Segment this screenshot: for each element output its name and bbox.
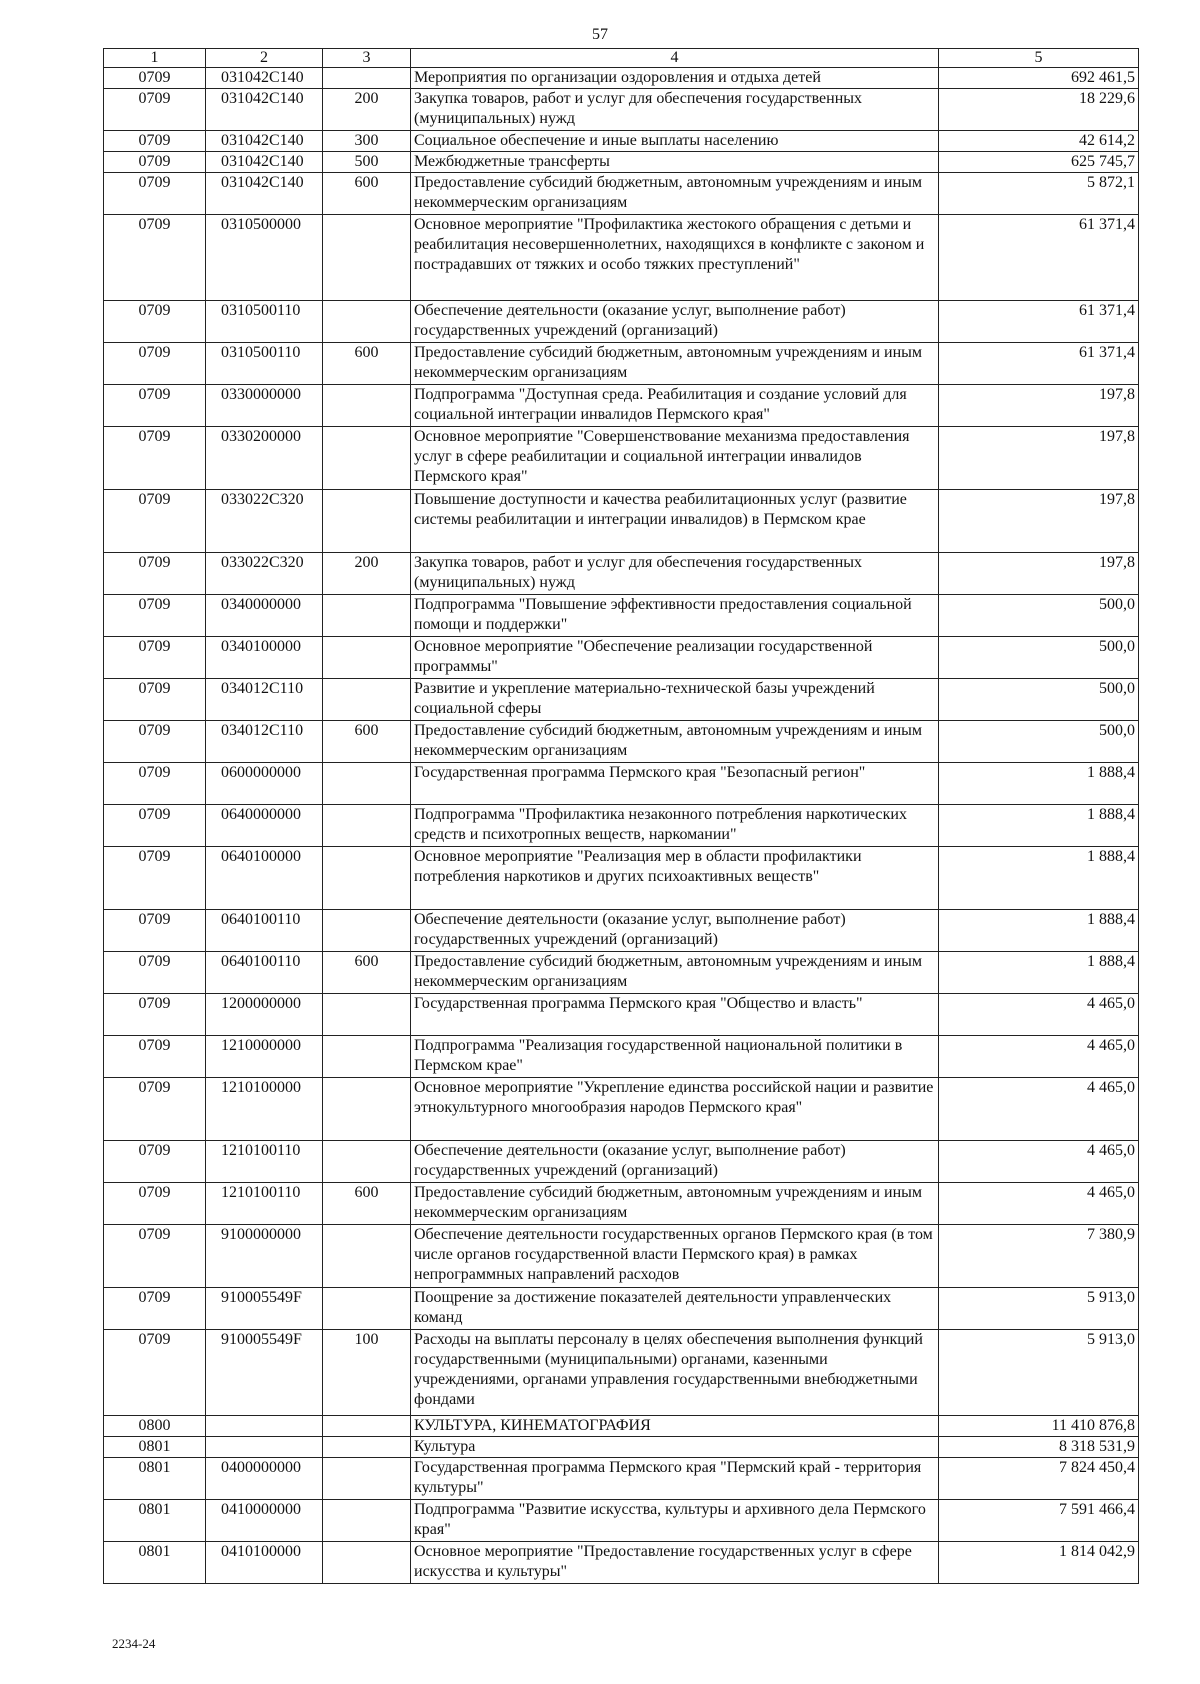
target-article-code: 033022С320 bbox=[206, 490, 323, 553]
section-code: 0709 bbox=[104, 1288, 206, 1330]
table-row bbox=[104, 1500, 1139, 1542]
target-article-code bbox=[206, 1437, 323, 1458]
target-article-code: 0640100110 bbox=[206, 910, 323, 952]
section-code: 0709 bbox=[104, 910, 206, 952]
expense-type-code: 600 bbox=[323, 343, 411, 385]
amount: 4 465,0 bbox=[939, 1183, 1139, 1225]
target-article-code: 0400000000 bbox=[206, 1458, 323, 1500]
section-code: 0801 bbox=[104, 1437, 206, 1458]
expense-type-code bbox=[323, 1225, 411, 1288]
expense-type-code: 600 bbox=[323, 952, 411, 994]
amount: 197,8 bbox=[939, 385, 1139, 427]
item-description: Закупка товаров, работ и услуг для обеспечения государственных (муниципальных) нужд bbox=[411, 553, 939, 595]
header-col-2: 2 bbox=[206, 49, 323, 68]
table-row bbox=[104, 1141, 1139, 1183]
section-code: 0801 bbox=[104, 1458, 206, 1500]
item-description: Предоставление субсидий бюджетным, автономным учреждениям и иным некоммерческим организациям bbox=[411, 952, 939, 994]
target-article-code: 0310500110 bbox=[206, 301, 323, 343]
item-description: Предоставление субсидий бюджетным, автономным учреждениям и иным некоммерческим организациям bbox=[411, 173, 939, 215]
table-row bbox=[104, 301, 1139, 343]
section-code: 0801 bbox=[104, 1500, 206, 1542]
expense-type-code bbox=[323, 490, 411, 553]
expense-type-code bbox=[323, 301, 411, 343]
amount: 500,0 bbox=[939, 637, 1139, 679]
target-article-code: 0340100000 bbox=[206, 637, 323, 679]
item-description: Повышение доступности и качества реабилитационных услуг (развитие системы реабилитации и интеграции инвалидов) в Пермском крае bbox=[411, 490, 939, 553]
item-description: Государственная программа Пермского края "Общество и власть" bbox=[411, 994, 939, 1036]
item-description: Государственная программа Пермского края "Пермский край - территория культуры" bbox=[411, 1458, 939, 1500]
expense-type-code bbox=[323, 1542, 411, 1584]
table-row bbox=[104, 1078, 1139, 1141]
item-description: Основное мероприятие "Укрепление единства российской нации и развитие этнокультурного многообразия народов Пермского края" bbox=[411, 1078, 939, 1141]
section-code: 0801 bbox=[104, 1542, 206, 1584]
target-article-code: 031042С140 bbox=[206, 152, 323, 173]
item-description: Обеспечение деятельности (оказание услуг, выполнение работ) государственных учреждений (организаций) bbox=[411, 910, 939, 952]
amount: 61 371,4 bbox=[939, 215, 1139, 301]
table-row bbox=[104, 490, 1139, 553]
table-row bbox=[104, 215, 1139, 301]
amount: 625 745,7 bbox=[939, 152, 1139, 173]
expense-type-code: 300 bbox=[323, 131, 411, 152]
amount: 7 380,9 bbox=[939, 1225, 1139, 1288]
target-article-code: 9100000000 bbox=[206, 1225, 323, 1288]
section-code: 0709 bbox=[104, 301, 206, 343]
target-article-code: 0330200000 bbox=[206, 427, 323, 490]
header-col-1: 1 bbox=[104, 49, 206, 68]
table-row bbox=[104, 553, 1139, 595]
table-row bbox=[104, 343, 1139, 385]
table-row bbox=[104, 721, 1139, 763]
section-code: 0709 bbox=[104, 215, 206, 301]
target-article-code: 034012С110 bbox=[206, 721, 323, 763]
table-row bbox=[104, 427, 1139, 490]
section-code: 0709 bbox=[104, 847, 206, 910]
item-description: Поощрение за достижение показателей деятельности управленческих команд bbox=[411, 1288, 939, 1330]
section-code: 0800 bbox=[104, 1416, 206, 1437]
amount: 7 824 450,4 bbox=[939, 1458, 1139, 1500]
section-code: 0709 bbox=[104, 595, 206, 637]
expense-type-code bbox=[323, 679, 411, 721]
target-article-code: 031042С140 bbox=[206, 131, 323, 152]
expense-type-code bbox=[323, 215, 411, 301]
item-description: Предоставление субсидий бюджетным, автономным учреждениям и иным некоммерческим организациям bbox=[411, 721, 939, 763]
item-description: Развитие и укрепление материально-технической базы учреждений социальной сферы bbox=[411, 679, 939, 721]
item-description: Основное мероприятие "Реализация мер в области профилактики потребления наркотиков и других психоактивных веществ" bbox=[411, 847, 939, 910]
amount: 1 888,4 bbox=[939, 763, 1139, 805]
target-article-code: 0410100000 bbox=[206, 1542, 323, 1584]
expense-type-code: 100 bbox=[323, 1330, 411, 1416]
item-description: Подпрограмма "Повышение эффективности предоставления социальной помощи и поддержки" bbox=[411, 595, 939, 637]
expense-type-code: 500 bbox=[323, 152, 411, 173]
table-row bbox=[104, 173, 1139, 215]
section-code: 0709 bbox=[104, 952, 206, 994]
item-description: КУЛЬТУРА, КИНЕМАТОГРАФИЯ bbox=[411, 1416, 939, 1437]
section-code: 0709 bbox=[104, 553, 206, 595]
table-row bbox=[104, 1288, 1139, 1330]
table-row bbox=[104, 1036, 1139, 1078]
section-code: 0709 bbox=[104, 343, 206, 385]
expense-type-code bbox=[323, 385, 411, 427]
target-article-code: 0330000000 bbox=[206, 385, 323, 427]
table-row bbox=[104, 637, 1139, 679]
table-row bbox=[104, 131, 1139, 152]
table-row bbox=[104, 994, 1139, 1036]
section-code: 0709 bbox=[104, 763, 206, 805]
amount: 4 465,0 bbox=[939, 1036, 1139, 1078]
amount: 1 888,4 bbox=[939, 805, 1139, 847]
expense-type-code bbox=[323, 1036, 411, 1078]
target-article-code: 0310500000 bbox=[206, 215, 323, 301]
item-description: Социальное обеспечение и иные выплаты населению bbox=[411, 131, 939, 152]
section-code: 0709 bbox=[104, 385, 206, 427]
header-col-5: 5 bbox=[939, 49, 1139, 68]
expense-type-code bbox=[323, 427, 411, 490]
section-code: 0709 bbox=[104, 427, 206, 490]
section-code: 0709 bbox=[104, 994, 206, 1036]
amount: 1 814 042,9 bbox=[939, 1542, 1139, 1584]
item-description: Мероприятия по организации оздоровления и отдыха детей bbox=[411, 68, 939, 89]
expense-type-code bbox=[323, 1288, 411, 1330]
amount: 197,8 bbox=[939, 490, 1139, 553]
table-row bbox=[104, 89, 1139, 131]
item-description: Основное мероприятие "Предоставление государственных услуг в сфере искусства и культуры" bbox=[411, 1542, 939, 1584]
expense-type-code bbox=[323, 847, 411, 910]
item-description: Расходы на выплаты персоналу в целях обеспечения выполнения функций государственными (муниципальными) органами, казенными учреждениями, органами управления государственными внебюджетными фондами bbox=[411, 1330, 939, 1416]
amount: 1 888,4 bbox=[939, 910, 1139, 952]
table-row bbox=[104, 952, 1139, 994]
amount: 7 591 466,4 bbox=[939, 1500, 1139, 1542]
header-col-3: 3 bbox=[323, 49, 411, 68]
document-code: 2234-24 bbox=[112, 1636, 156, 1651]
target-article-code: 1210100110 bbox=[206, 1141, 323, 1183]
target-article-code: 910005549F bbox=[206, 1330, 323, 1416]
table-body bbox=[104, 68, 1139, 1584]
amount: 197,8 bbox=[939, 553, 1139, 595]
table-row bbox=[104, 1225, 1139, 1288]
amount: 692 461,5 bbox=[939, 68, 1139, 89]
table-row bbox=[104, 763, 1139, 805]
item-description: Закупка товаров, работ и услуг для обеспечения государственных (муниципальных) нужд bbox=[411, 89, 939, 131]
section-code: 0709 bbox=[104, 131, 206, 152]
target-article-code: 031042С140 bbox=[206, 173, 323, 215]
table-row bbox=[104, 1437, 1139, 1458]
section-code: 0709 bbox=[104, 152, 206, 173]
target-article-code: 0310500110 bbox=[206, 343, 323, 385]
amount: 5 913,0 bbox=[939, 1288, 1139, 1330]
target-article-code: 0410000000 bbox=[206, 1500, 323, 1542]
target-article-code: 1200000000 bbox=[206, 994, 323, 1036]
target-article-code: 0600000000 bbox=[206, 763, 323, 805]
section-code: 0709 bbox=[104, 1330, 206, 1416]
target-article-code: 031042С140 bbox=[206, 89, 323, 131]
expense-type-code: 600 bbox=[323, 721, 411, 763]
target-article-code: 1210100110 bbox=[206, 1183, 323, 1225]
item-description: Обеспечение деятельности государственных органов Пермского края (в том числе органов государственной власти Пермского края) в рамках непрограммных направлений расходов bbox=[411, 1225, 939, 1288]
item-description: Основное мероприятие "Совершенствование механизма предоставления услуг в сфере реабилитации и социальной интеграции инвалидов Пермского края" bbox=[411, 427, 939, 490]
item-description: Подпрограмма "Доступная среда. Реабилитация и создание условий для социальной интеграции инвалидов Пермского края" bbox=[411, 385, 939, 427]
section-code: 0709 bbox=[104, 173, 206, 215]
section-code: 0709 bbox=[104, 1036, 206, 1078]
expense-type-code bbox=[323, 1078, 411, 1141]
item-description: Обеспечение деятельности (оказание услуг, выполнение работ) государственных учреждений (организаций) bbox=[411, 301, 939, 343]
target-article-code bbox=[206, 1416, 323, 1437]
table-row bbox=[104, 847, 1139, 910]
section-code: 0709 bbox=[104, 490, 206, 553]
page-number: 57 bbox=[592, 26, 608, 43]
expense-type-code bbox=[323, 805, 411, 847]
item-description: Предоставление субсидий бюджетным, автономным учреждениям и иным некоммерческим организациям bbox=[411, 1183, 939, 1225]
target-article-code: 1210000000 bbox=[206, 1036, 323, 1078]
budget-table bbox=[103, 48, 1139, 1584]
table-row bbox=[104, 152, 1139, 173]
item-description: Обеспечение деятельности (оказание услуг, выполнение работ) государственных учреждений (организаций) bbox=[411, 1141, 939, 1183]
table-row bbox=[104, 1458, 1139, 1500]
amount: 18 229,6 bbox=[939, 89, 1139, 131]
header-col-4: 4 bbox=[411, 49, 939, 68]
expense-type-code bbox=[323, 910, 411, 952]
amount: 500,0 bbox=[939, 679, 1139, 721]
expense-type-code bbox=[323, 763, 411, 805]
amount: 61 371,4 bbox=[939, 301, 1139, 343]
table-row bbox=[104, 805, 1139, 847]
table-row bbox=[104, 595, 1139, 637]
expense-type-code bbox=[323, 994, 411, 1036]
section-code: 0709 bbox=[104, 1225, 206, 1288]
item-description: Подпрограмма "Профилактика незаконного потребления наркотических средств и психотропных веществ, наркомании" bbox=[411, 805, 939, 847]
item-description: Предоставление субсидий бюджетным, автономным учреждениям и иным некоммерческим организациям bbox=[411, 343, 939, 385]
amount: 500,0 bbox=[939, 721, 1139, 763]
section-code: 0709 bbox=[104, 1141, 206, 1183]
amount: 42 614,2 bbox=[939, 131, 1139, 152]
target-article-code: 1210100000 bbox=[206, 1078, 323, 1141]
amount: 11 410 876,8 bbox=[939, 1416, 1139, 1437]
target-article-code: 910005549F bbox=[206, 1288, 323, 1330]
section-code: 0709 bbox=[104, 1078, 206, 1141]
expense-type-code bbox=[323, 595, 411, 637]
table-header bbox=[104, 49, 1139, 68]
amount: 4 465,0 bbox=[939, 1141, 1139, 1183]
expense-type-code bbox=[323, 1458, 411, 1500]
section-code: 0709 bbox=[104, 721, 206, 763]
amount: 5 872,1 bbox=[939, 173, 1139, 215]
expense-type-code bbox=[323, 1500, 411, 1542]
table-row bbox=[104, 1416, 1139, 1437]
item-description: Государственная программа Пермского края "Безопасный регион" bbox=[411, 763, 939, 805]
section-code: 0709 bbox=[104, 89, 206, 131]
target-article-code: 033022С320 bbox=[206, 553, 323, 595]
section-code: 0709 bbox=[104, 679, 206, 721]
amount: 4 465,0 bbox=[939, 994, 1139, 1036]
expense-type-code bbox=[323, 637, 411, 679]
table-row bbox=[104, 910, 1139, 952]
section-code: 0709 bbox=[104, 637, 206, 679]
amount: 197,8 bbox=[939, 427, 1139, 490]
target-article-code: 034012С110 bbox=[206, 679, 323, 721]
table-row bbox=[104, 1183, 1139, 1225]
expense-type-code bbox=[323, 1437, 411, 1458]
expense-type-code bbox=[323, 1416, 411, 1437]
expense-type-code: 200 bbox=[323, 553, 411, 595]
table-row bbox=[104, 68, 1139, 89]
amount: 500,0 bbox=[939, 595, 1139, 637]
amount: 61 371,4 bbox=[939, 343, 1139, 385]
expense-type-code: 200 bbox=[323, 89, 411, 131]
table-row bbox=[104, 1330, 1139, 1416]
expense-type-code bbox=[323, 1141, 411, 1183]
target-article-code: 031042С140 bbox=[206, 68, 323, 89]
target-article-code: 0640100000 bbox=[206, 847, 323, 910]
item-description: Межбюджетные трансферты bbox=[411, 152, 939, 173]
expense-type-code: 600 bbox=[323, 173, 411, 215]
item-description: Подпрограмма "Реализация государственной национальной политики в Пермском крае" bbox=[411, 1036, 939, 1078]
amount: 1 888,4 bbox=[939, 847, 1139, 910]
table-row bbox=[104, 1542, 1139, 1584]
item-description: Культура bbox=[411, 1437, 939, 1458]
target-article-code: 0340000000 bbox=[206, 595, 323, 637]
amount: 8 318 531,9 bbox=[939, 1437, 1139, 1458]
section-code: 0709 bbox=[104, 68, 206, 89]
amount: 5 913,0 bbox=[939, 1330, 1139, 1416]
target-article-code: 0640100110 bbox=[206, 952, 323, 994]
item-description: Подпрограмма "Развитие искусства, культуры и архивного дела Пермского края" bbox=[411, 1500, 939, 1542]
section-code: 0709 bbox=[104, 805, 206, 847]
item-description: Основное мероприятие "Обеспечение реализации государственной программы" bbox=[411, 637, 939, 679]
target-article-code: 0640000000 bbox=[206, 805, 323, 847]
item-description: Основное мероприятие "Профилактика жестокого обращения с детьми и реабилитация несовершеннолетних, находящихся в конфликте с законом и пострадавших от тяжких и особо тяжких преступлений" bbox=[411, 215, 939, 301]
amount: 4 465,0 bbox=[939, 1078, 1139, 1141]
table-row bbox=[104, 385, 1139, 427]
table-row bbox=[104, 679, 1139, 721]
expense-type-code bbox=[323, 68, 411, 89]
expense-type-code: 600 bbox=[323, 1183, 411, 1225]
section-code: 0709 bbox=[104, 1183, 206, 1225]
amount: 1 888,4 bbox=[939, 952, 1139, 994]
